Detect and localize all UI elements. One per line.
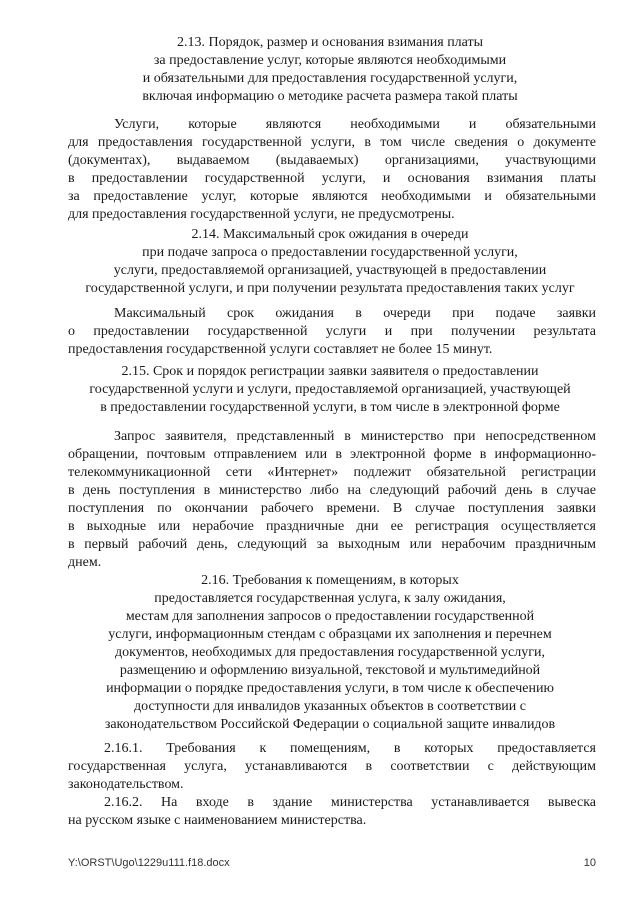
- heading-line: и обязательными для предоставления государственной услуги,: [142, 71, 518, 86]
- heading-line: услуги, информационным стендам с образцами их заполнения и перечнем: [108, 627, 552, 642]
- heading-line: размещению и оформлению визуальной, текстовой и мультимедийной: [119, 663, 541, 678]
- body-line: о предоставлении государственной услуги и при получении результата: [68, 324, 596, 339]
- heading-line: за предоставление услуг, которые являются необходимыми: [153, 53, 507, 68]
- section-2-16-heading: [60, 572, 600, 734]
- heading-line: государственной услуги и услуги, предоставляемой организацией, участвующей: [89, 382, 571, 397]
- heading-line: в предоставлении государственной услуги, в том числе в электронной форме: [100, 400, 560, 415]
- section-2-15-body: [68, 428, 596, 572]
- body-line: обращении, почтовым отправлением или в электронной форме в информационно-: [68, 447, 596, 462]
- body-line: предоставления государственной услуги составляет не более 15 минут.: [68, 342, 493, 357]
- heading-line: доступности для инвалидов указанных объектов в соответствии с: [133, 699, 527, 714]
- body-line: для предоставления государственной услуги, не предусмотрены.: [68, 207, 455, 222]
- heading-line: 2.13. Порядок, размер и основания взимания платы: [176, 35, 484, 50]
- heading-line: предоставляется государственная услуга, к залу ожидания,: [154, 591, 506, 606]
- body-line: (документах), выдаваемом (выдаваемых) организациями, участвующими: [68, 153, 596, 168]
- body-line: для предоставления государственной услуги, в том числе сведения о документе: [68, 135, 596, 150]
- page-number: 10: [583, 857, 596, 869]
- heading-line: местам для заполнения запросов о предоставлении государственной: [125, 609, 535, 624]
- body-line: законодательством.: [68, 777, 184, 792]
- section-2-14-body: [68, 305, 596, 359]
- heading-line: включая информацию о методике расчета размера такой платы: [142, 89, 518, 104]
- section-2-16-1-body: [68, 740, 596, 794]
- body-line: 2.16.2. На входе в здание министерства устанавливается вывеска: [104, 795, 596, 810]
- body-line: поступления по окончании рабочего времени. В случае поступления заявки: [68, 501, 596, 516]
- heading-line: 2.16. Требования к помещениям, в которых: [201, 573, 459, 588]
- section-2-13-body: [68, 116, 596, 224]
- heading-line: 2.15. Срок и порядок регистрации заявки заявителя о предоставлении: [121, 364, 539, 379]
- body-line: днем.: [68, 555, 102, 570]
- heading-line: государственной услуги, и при получении результата предоставления таких услуг: [85, 281, 575, 296]
- section-2-13-heading: [60, 34, 600, 106]
- body-line: в первый рабочий день, следующий за выходным или нерабочим праздничным: [68, 537, 596, 552]
- body-line: 2.16.1. Требования к помещениям, в которых предоставляется: [104, 741, 596, 756]
- body-line: государственная услуга, устанавливаются в соответствии с действующим: [68, 759, 596, 774]
- body-line: телекоммуникационной сети «Интернет» подлежит обязательной регистрации: [68, 465, 596, 480]
- section-2-15-heading: [60, 363, 600, 417]
- body-line: Максимальный срок ожидания в очереди при подаче заявки: [114, 306, 596, 321]
- body-line: в предоставлении государственной услуги, и основания взимания платы: [68, 171, 596, 186]
- heading-line: при подаче запроса о предоставлении государственной услуги,: [142, 245, 518, 260]
- body-line: Запрос заявителя, представленный в министерство при непосредственном: [114, 429, 596, 444]
- body-line: Услуги, которые являются необходимыми и обязательными: [114, 117, 596, 132]
- body-line: в день поступления в министерство либо на следующий рабочий день в случае: [68, 483, 596, 498]
- body-line: в выходные или нерабочие праздничные дни ее регистрация осуществляется: [68, 519, 596, 534]
- heading-line: услуги, предоставляемой организацией, участвующей в предоставлении: [113, 263, 547, 278]
- section-2-16-2-body: [68, 794, 596, 830]
- section-2-14-heading: [60, 226, 600, 298]
- heading-line: информации о порядке предоставления услуги, в том числе к обеспечению: [106, 681, 554, 696]
- footer-file-path: Y:\ORST\Ugo\1229u111.f18.docx: [68, 857, 230, 869]
- heading-line: 2.14. Максимальный срок ожидания в очереди: [191, 227, 469, 242]
- heading-line: документов, необходимых для предоставления государственной услуги,: [115, 645, 545, 660]
- heading-line: законодательством Российской Федерации о социальной защите инвалидов: [104, 717, 556, 732]
- body-line: на русском языке с наименованием министерства.: [68, 813, 367, 828]
- body-line: за предоставление услуг, которые являются необходимыми и обязательными: [68, 189, 596, 204]
